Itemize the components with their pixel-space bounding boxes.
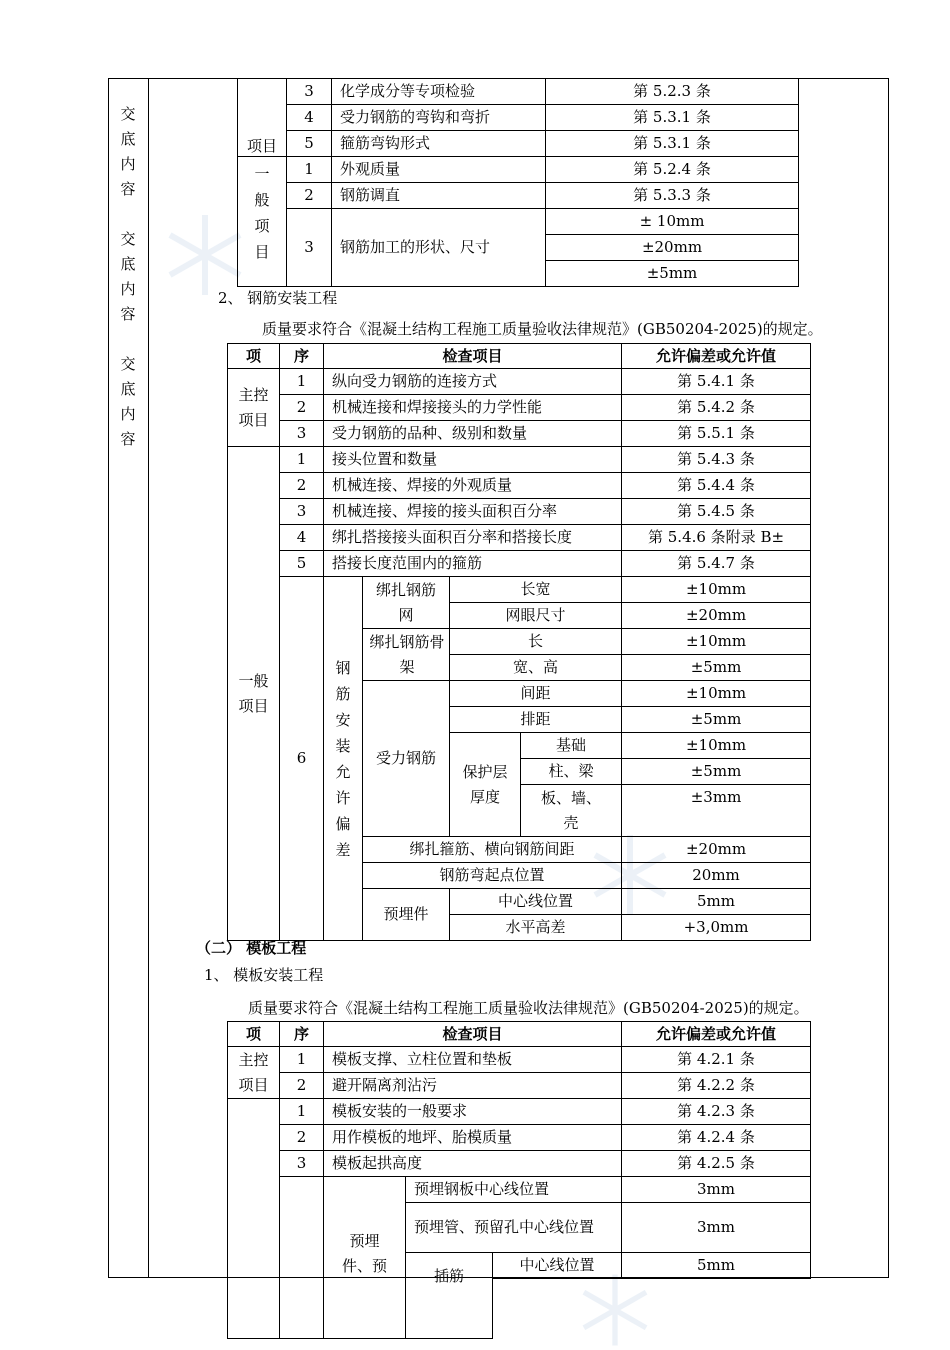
check-item: 接头位置和数量 <box>324 447 622 473</box>
tolerance-value: 第 4.2.4 条 <box>622 1125 811 1151</box>
row-number: 1 <box>287 157 332 183</box>
row-number: 1 <box>280 1099 324 1125</box>
tolerance-value: 第 4.2.1 条 <box>622 1047 811 1073</box>
rebar-frame-label: 绑扎钢筋骨架 <box>363 629 450 681</box>
tolerance-value: 第 5.5.1 条 <box>622 421 811 447</box>
tolerance-value: 第 5.4.3 条 <box>622 447 811 473</box>
check-item: 机械连接和焊接接头的力学性能 <box>324 395 622 421</box>
header-xiang: 项 <box>228 344 280 369</box>
cover-foundation-label: 基础 <box>521 733 622 759</box>
frame-width-height-label: 宽、高 <box>513 658 559 676</box>
frame-subtable <box>450 629 622 681</box>
tolerance-value: ±10mm <box>622 681 811 707</box>
tolerance-value: 第 5.3.3 条 <box>546 183 799 209</box>
header-tolerance: 允许偏差或允许值 <box>622 344 811 369</box>
general-label-blank <box>228 1099 280 1339</box>
general-project-label: 一般项目 <box>238 157 287 287</box>
check-item: 用作模板的地坪、胎模质量 <box>324 1125 622 1151</box>
tolerance-value: 第 5.2.3 条 <box>546 79 799 105</box>
row-number: 1 <box>280 369 324 395</box>
row-number: 6 <box>280 577 324 941</box>
frame-values <box>622 629 811 681</box>
header-xu: 序 <box>280 1022 324 1047</box>
row-number: 3 <box>287 79 332 105</box>
check-item: 钢筋调直 <box>332 183 546 209</box>
stirrup-spacing-label: 绑扎箍筋、横向钢筋间距 <box>363 837 622 863</box>
frame-label-divider <box>148 78 149 1278</box>
quality-requirement-text: 质量要求符合《混凝土结构工程施工质量验收法律规范》(GB50204-2025)的规定。 <box>262 320 823 338</box>
header-check-item: 检查项目 <box>324 1022 622 1047</box>
tolerance-value: 20mm <box>622 863 811 889</box>
tolerance-value: ±5mm <box>622 707 811 733</box>
main-control-label: 主控项目 <box>228 1047 280 1099</box>
check-item: 绑扎搭接接头面积百分率和搭接长度 <box>324 525 622 551</box>
tolerance-value: ±20mm <box>622 837 811 863</box>
check-item: 纵向受力钢筋的连接方式 <box>324 369 622 395</box>
mesh-length-label: 长宽 <box>450 577 621 603</box>
tolerance-value: 第 4.2.2 条 <box>622 1073 811 1099</box>
tolerance-value: 第 5.2.4 条 <box>546 157 799 183</box>
embed-level-label: 水平高差 <box>450 915 622 941</box>
check-item: 机械连接、焊接的接头面积百分率 <box>324 499 622 525</box>
row-number: 2 <box>280 1073 324 1099</box>
tolerance-value: 5mm <box>622 1253 811 1279</box>
rebar-mesh-label: 绑扎钢筋网 <box>363 577 450 629</box>
rebar-install-table <box>227 343 811 941</box>
check-item: 钢筋加工的形状、尺寸 <box>332 209 546 287</box>
section-title-formwork: （二） 模板工程 <box>196 939 307 957</box>
formwork-install-table <box>227 1021 811 1339</box>
blank-cell <box>622 1279 811 1339</box>
mesh-subtable <box>450 577 622 629</box>
tolerance-value: ±10mm <box>622 629 810 655</box>
stressed-rebar-label: 受力钢筋 <box>363 681 450 837</box>
side-label: 交 底 内 容 交 底 内 容 交 底 内 容 <box>120 105 136 448</box>
tolerance-value: 5mm <box>622 889 811 915</box>
frame-right <box>888 78 889 1278</box>
row-number: 2 <box>287 183 332 209</box>
plate-center-label: 预埋钢板中心线位置 <box>406 1177 622 1203</box>
cover-column-label: 柱、梁 <box>521 759 622 785</box>
tolerance-value: ±5mm <box>622 759 811 785</box>
check-item: 箍筋弯钩形式 <box>332 131 546 157</box>
check-item: 避开隔离剂沾污 <box>324 1073 622 1099</box>
main-control-label: 主控项目 <box>228 369 280 447</box>
check-item: 模板支撑、立柱位置和垫板 <box>324 1047 622 1073</box>
embed-label: 预埋件、预 <box>324 1177 406 1339</box>
row-number: 3 <box>280 421 324 447</box>
embed-center-label: 中心线位置 <box>450 889 622 915</box>
row-number-blank <box>280 1177 324 1339</box>
pipe-center-label: 预埋管、预留孔中心线位置 <box>406 1203 622 1253</box>
tolerance-value: 第 5.3.1 条 <box>546 131 799 157</box>
row-number: 5 <box>280 551 324 577</box>
check-item: 搭接长度范围内的箍筋 <box>324 551 622 577</box>
tolerance-value: +3,0mm <box>622 915 811 941</box>
mesh-values <box>622 577 811 629</box>
tolerance-value: ±3mm <box>622 785 811 837</box>
mesh-size-label: 网眼尺寸 <box>505 606 566 624</box>
tolerance-value: ± 10mm <box>546 209 799 235</box>
tolerance-value: 第 5.4.5 条 <box>622 499 811 525</box>
tolerance-value: ±5mm <box>546 261 799 287</box>
row-number: 4 <box>287 105 332 131</box>
section-title-rebar-install: 2、 钢筋安装工程 <box>218 289 338 307</box>
tolerance-value: 第 5.4.2 条 <box>622 395 811 421</box>
tolerance-value: 第 4.2.3 条 <box>622 1099 811 1125</box>
header-xiang: 项 <box>228 1022 280 1047</box>
tolerance-value: 第 5.3.1 条 <box>546 105 799 131</box>
check-item: 受力钢筋的品种、级别和数量 <box>324 421 622 447</box>
row-number: 1 <box>280 447 324 473</box>
install-tolerance-label: 钢筋安装允许偏差 <box>324 577 363 941</box>
row-number: 1 <box>280 1047 324 1073</box>
general-label: 一般项目 <box>228 447 280 941</box>
row-number: 2 <box>280 1125 324 1151</box>
row-number: 4 <box>280 525 324 551</box>
quality-requirement-text: 质量要求符合《混凝土结构工程施工质量验收法律规范》(GB50204-2025)的规定。 <box>248 999 809 1017</box>
check-item: 模板安装的一般要求 <box>324 1099 622 1125</box>
tolerance-value: ±20mm <box>546 235 799 261</box>
section-title-formwork-install: 1、 模板安装工程 <box>204 966 324 984</box>
embedded-part-label: 预埋件 <box>363 889 450 941</box>
row-number: 3 <box>280 1151 324 1177</box>
cover-slab-label: 板、墙、壳 <box>521 785 622 837</box>
bend-point-label: 钢筋弯起点位置 <box>363 863 622 889</box>
tolerance-value: ±10mm <box>622 577 810 603</box>
blank-cell <box>493 1279 622 1339</box>
rebar-processing-table <box>237 78 799 287</box>
spacing-label: 间距 <box>450 681 622 707</box>
tolerance-value: ±5mm <box>690 658 742 676</box>
row-number: 2 <box>280 395 324 421</box>
main-project-label: 项目 <box>238 79 287 157</box>
frame-length-label: 长 <box>450 629 621 655</box>
cover-label: 保护层厚度 <box>450 733 521 837</box>
check-item: 模板起拱高度 <box>324 1151 622 1177</box>
row-number: 3 <box>280 499 324 525</box>
check-item: 外观质量 <box>332 157 546 183</box>
check-item: 化学成分等专项检验 <box>332 79 546 105</box>
check-item: 受力钢筋的弯钩和弯折 <box>332 105 546 131</box>
tolerance-value: 3mm <box>622 1177 811 1203</box>
row-spacing-label: 排距 <box>450 707 622 733</box>
tolerance-value: 3mm <box>622 1203 811 1253</box>
tolerance-value: ±10mm <box>622 733 811 759</box>
tolerance-value: 第 5.4.7 条 <box>622 551 811 577</box>
row-number: 2 <box>280 473 324 499</box>
tolerance-value: 第 4.2.5 条 <box>622 1151 811 1177</box>
tolerance-value: 第 5.4.6 条附录 B± <box>622 525 811 551</box>
header-check-item: 检查项目 <box>324 344 622 369</box>
tolerance-value: 第 5.4.1 条 <box>622 369 811 395</box>
tolerance-value: ±20mm <box>685 606 747 624</box>
row-number: 5 <box>287 131 332 157</box>
dowel-center-label: 中心线位置 <box>493 1253 622 1279</box>
tolerance-value: 第 5.4.4 条 <box>622 473 811 499</box>
row-number: 3 <box>287 209 332 287</box>
header-xu: 序 <box>280 344 324 369</box>
dowel-label: 插筋 <box>406 1253 493 1339</box>
header-tolerance: 允许偏差或允许值 <box>622 1022 811 1047</box>
check-item: 机械连接、焊接的外观质量 <box>324 473 622 499</box>
